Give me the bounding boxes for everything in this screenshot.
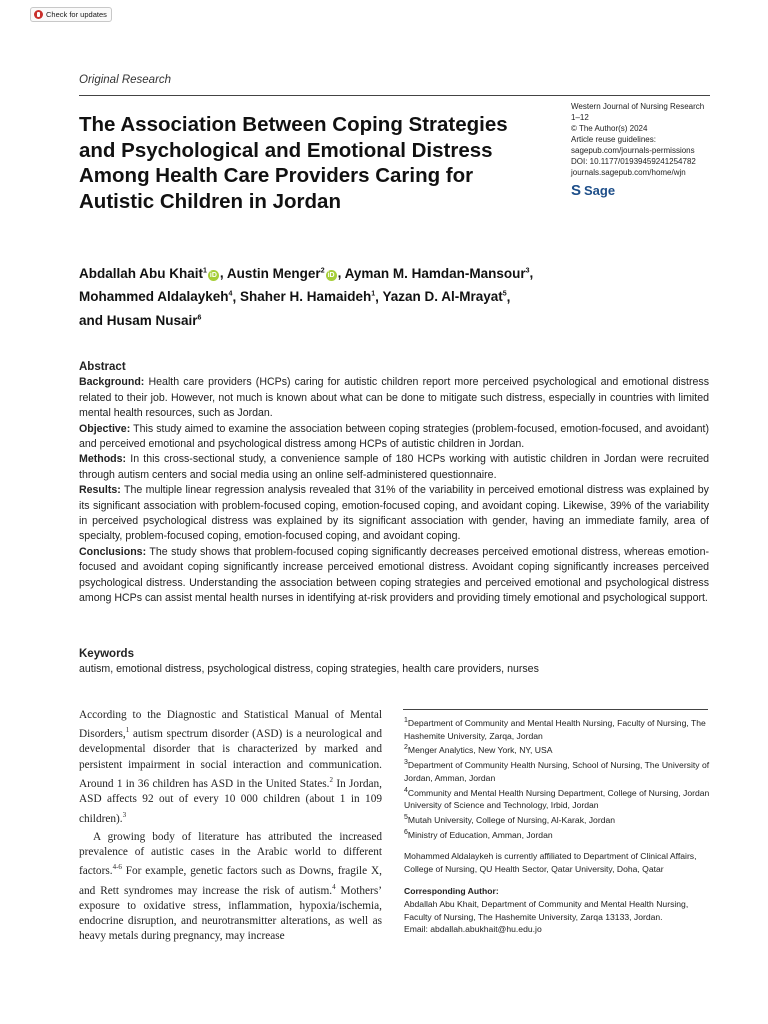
journal-reuse: Article reuse guidelines: [571, 135, 656, 144]
keywords-text: autism, emotional distress, psychological distress, coping strategies, health care providers, nurses [79, 663, 539, 676]
orcid-icon[interactable]: iD [209, 271, 217, 279]
journal-home-link[interactable]: journals.sagepub.com/home/wjn [571, 168, 686, 177]
abstract-objective: Objective: This study aimed to examine the association between coping strategies (problem-focused, emotion-focused, and avoidant) and perceived emotional and psychological distress among HCPs of autistic children in Jordan. [79, 422, 709, 451]
body-text-column [79, 708, 382, 945]
sage-logo-text: Sage [584, 183, 616, 198]
corresponding-author-email[interactable]: Email: abdallah.abukhait@hu.edu.jo [404, 924, 542, 935]
body-paragraph: A growing body of literature has attributed the increased prevalence of autistic cases in the Arabic world to different factors.$^{4-6}$ For example, genetic factors such as Downs, fragile X, and Rett syndromes may increase the risk of autism.$^4$ Mothers’ exposure to oxidative stress, inflammation, hypoxia/ischemia, endocrine disruption, and neurotransmitter alterations, as well as heavy metals during pregnancy, may increase [79, 830, 382, 943]
current-affiliation-note: Mohammed Aldalaykeh is currently affiliated to Department of Clinical Affairs, College of Nursing, QU Health Sector, Qatar University, Doha, Qatar [404, 851, 697, 875]
author: Shaher H. Hamaideh$^1$ [239, 289, 376, 304]
corresponding-author-text: Abdallah Abu Khait, Department of Community and Mental Health Nursing, Faculty of Nursing, The Hashemite University, Zarqa 13133, Jordan. [404, 898, 689, 922]
keywords [79, 647, 709, 678]
author: Ayman M. Hamdan-Mansour$^3$ [344, 265, 530, 281]
author: Yazan D. Al-Mrayat$^5$ [382, 289, 507, 304]
keywords-heading: Keywords [79, 648, 134, 660]
journal-doi[interactable]: DOI: 10.1177/01939459241254782 [571, 157, 696, 166]
corresponding-author-heading: Corresponding Author: [404, 885, 499, 896]
affiliation-item: $^5$Mutah University, College of Nursing, Al-Karak, Jordan [404, 814, 616, 825]
top-divider [79, 95, 710, 96]
journal-info [571, 101, 741, 178]
journal-name: Western Journal of Nursing Research [571, 102, 705, 111]
abstract-conclusions: Conclusions: The study shows that problem-focused coping significantly decreases perceived emotional distress, whereas emotion-focused and avoidant coping significantly increase perceived emotional distress. Avoidant coping significantly increases perceived psychological distress. Understanding the association between coping strategies and perceived emotional and psychological distress among HCPs can assist mental health nurses in identifying at-risk providers and providing timely emotional and psychological support. [79, 545, 709, 605]
check-updates-icon [34, 10, 43, 19]
affiliation-item: $^3$Department of Community Health Nursing, School of Nursing, The University of Jordan, Amman, Jordan [404, 759, 710, 783]
abstract [79, 360, 709, 607]
author: Austin Menger$^2$ [226, 265, 325, 281]
affiliations [404, 715, 710, 936]
check-for-updates-label: Check for updates [46, 10, 107, 19]
sage-logo [571, 182, 615, 199]
affiliation-item: $^4$Community and Mental Health Nursing Department, College of Nursing, Jordan University of Science and Technology, Irbid, Jordan [404, 786, 710, 811]
affiliation-item: $^2$Menger Analytics, New York, NY, USA [404, 744, 553, 756]
journal-reuse-link[interactable]: sagepub.com/journals-permissions [571, 146, 695, 155]
article-title: The Association Between Coping Strategies and Psychological and Emotional Distress Among Health Care Providers Caring for Autistic Children in Jordan [79, 113, 508, 213]
body-paragraph: According to the Diagnostic and Statistical Manual of Mental Disorders,$^1$ autism spectrum disorder (ASD) is a neurological and developmental disorder that is characterized by marked and persistent impairment in social interaction and communication. Around 1 in 36 children has ASD in the United States.$^2$ In Jordan, ASD affects 92 out of every 10 000 children (about 1 in 109 children).$^3$ [79, 709, 382, 825]
section-label: Original Research [79, 74, 172, 86]
author-list: Abdallah Abu Khait$^1$iD , Austin Menger$^2$iD , Ayman M. Hamdan-Mansour$^3$, Mohammed Aldalaykeh$^4$, Shaher H. Hamaideh$^1$, Yazan D. Al-Mrayat$^5$, and Husam Nusair$^6$ [79, 265, 534, 328]
author: Abdallah Abu Khait$^1$ [79, 265, 207, 281]
abstract-methods: Methods: In this cross-sectional study, a convenience sample of 180 HCPs working with autistic children in Jordan were recruited through autism centers and social media using an online self-administered questionnaire. [79, 453, 709, 481]
affiliation-item: $^1$Department of Community and Mental Health Nursing, Faculty of Nursing, The Hashemite University, Zarqa, Jordan [404, 717, 706, 741]
check-for-updates-button[interactable] [30, 7, 112, 22]
author: Mohammed Aldalaykeh$^4$ [79, 289, 233, 304]
journal-pages: 1–12 [571, 113, 589, 122]
abstract-results: Results: The multiple linear regression analysis revealed that 31% of the variability in perceived emotional distress was explained by its significant association with problem-focused coping, emotion-focused coping, and avoidant coping. Likewise, 39% of the variability in perceived psychological distress was explained by its significant association with gender, having an immediate family, area of specialty, problem-focused coping, emotion-focused coping, and avoidant coping. [79, 484, 709, 543]
sage-logo-icon: S [571, 182, 582, 199]
orcid-icon[interactable]: iD [327, 271, 335, 279]
abstract-background: Background: Health care providers (HCPs) caring for autistic children report more perceived psychological and emotional distress related to their job. However, not much is known about what can be done to mitigate such distress, especially in countries with limited mental health resources, such as Jordan. [79, 376, 709, 420]
affiliation-item: $^6$Ministry of Education, Amman, Jordan [404, 828, 553, 840]
footnote-divider [403, 709, 708, 710]
abstract-heading: Abstract [79, 361, 126, 373]
journal-copyright: © The Author(s) 2024 [571, 124, 648, 133]
author: and Husam Nusair$^6$ [79, 312, 202, 328]
